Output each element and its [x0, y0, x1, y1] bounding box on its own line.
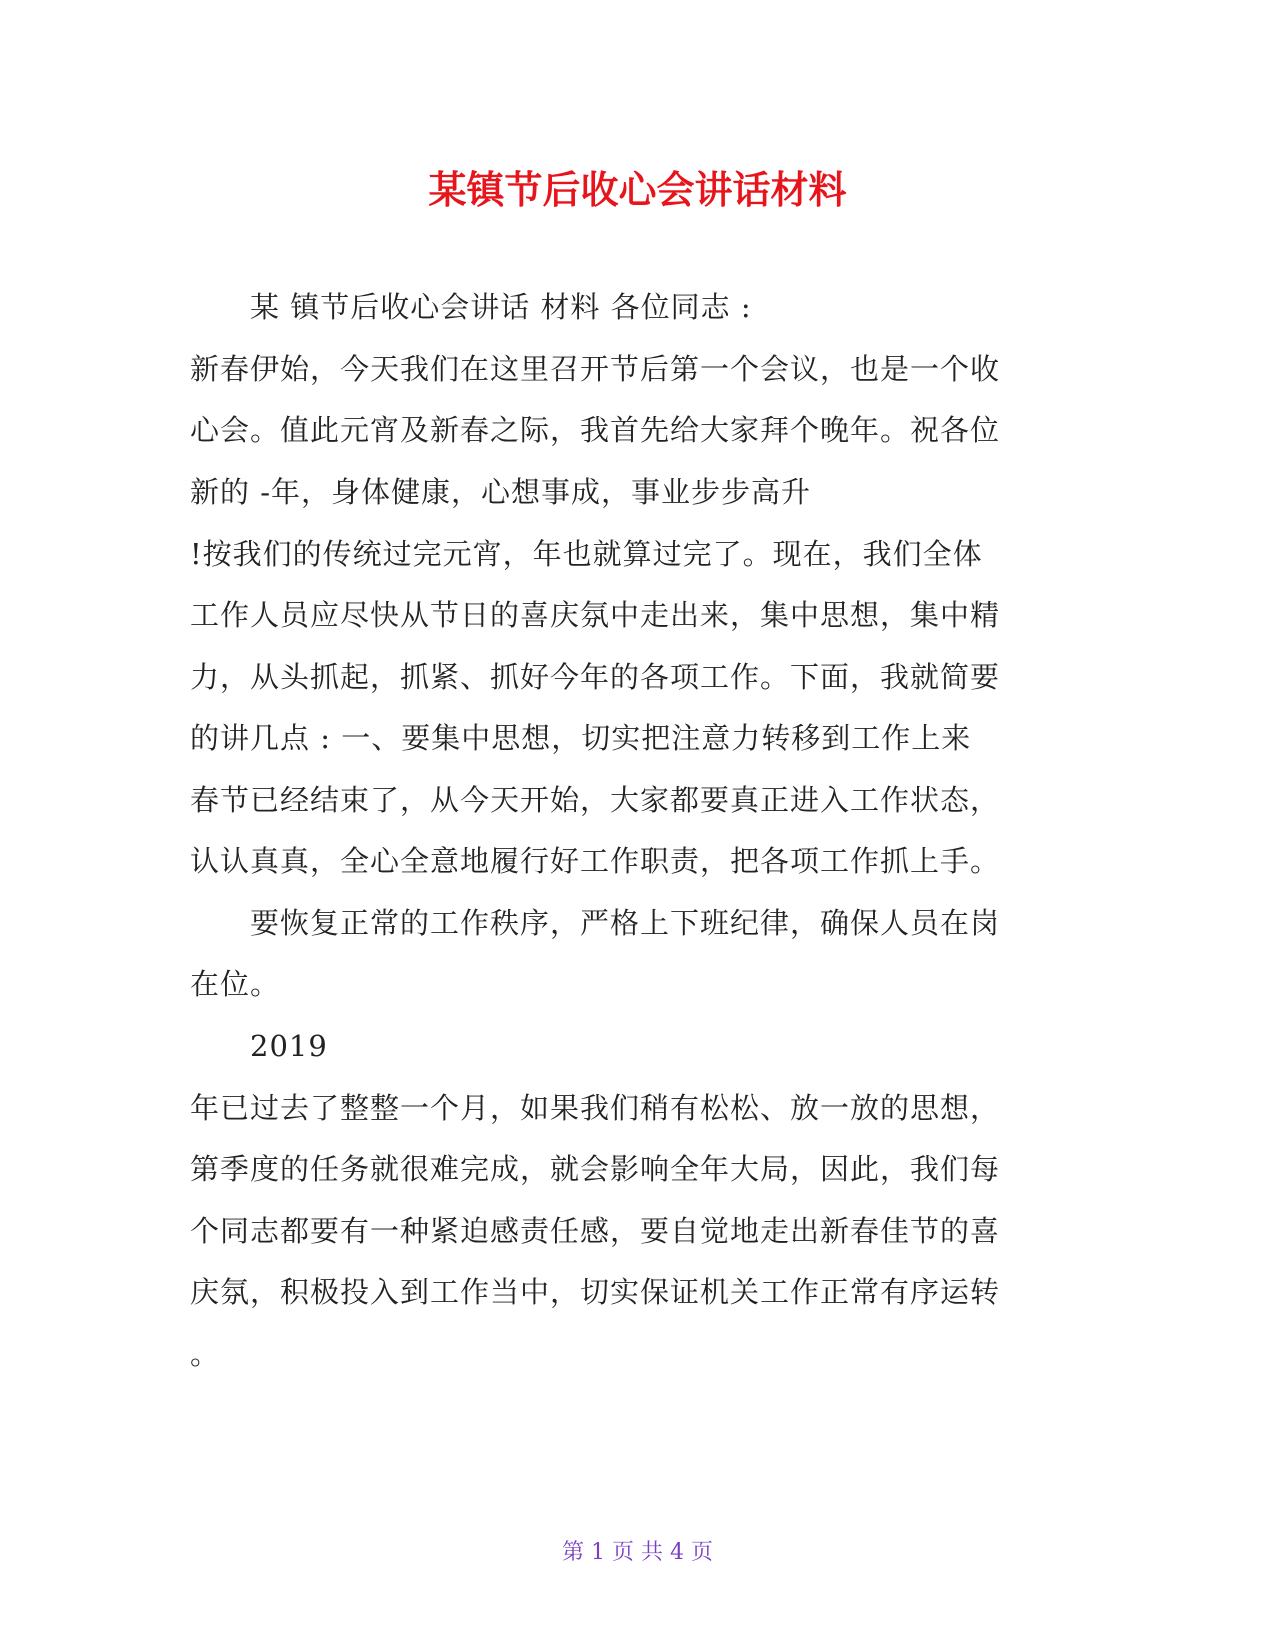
year-line: 2019 [250, 1029, 328, 1063]
body-line: 的讲几点 : 一、要集中思想，切实把注意力转移到工作上来 [190, 721, 972, 755]
document-title: 某镇节后收心会讲话材料 [428, 168, 847, 212]
body-line: 新春伊始，今天我们在这里召开节后第一个会议，也是一个收 [190, 352, 1001, 386]
body-line: 力，从头抓起，抓紧、抓好今年的各项工作。下面，我就简要 [190, 660, 1001, 694]
body-line: 要恢复正常的工作秩序，严格上下班纪律，确保人员在岗 [250, 906, 1001, 940]
page-number-footer: 第 1 页 共 4 页 [562, 1540, 713, 1565]
body-line: 个同志都要有一种紧迫感责任感，要自觉地走出新春佳节的喜 [190, 1214, 1001, 1248]
body-line: 第季度的任务就很难完成，就会影响全年大局，因此，我们每 [190, 1152, 1001, 1186]
body-line: 新的 -年，身体健康，心想事成，事业步步高升 [190, 475, 812, 509]
body-line: 年已过去了整整一个月，如果我们稍有松松、放一放的思想， [190, 1091, 1001, 1125]
body-line: 春节已经结束了，从今天开始，大家都要真正进入工作状态， [190, 783, 1001, 817]
body-line: 庆氛，积极投入到工作当中，切实保证机关工作正常有序运转 [190, 1275, 1001, 1309]
body-line: 在位。 [190, 967, 281, 1001]
body-line: !按我们的传统过完元宵，年也就算过完了。现在，我们全体 [190, 537, 983, 571]
body-line: 。 [190, 1337, 221, 1371]
body-line: 工作人员应尽快从节日的喜庆氛中走出来，集中思想，集中精 [190, 598, 1001, 632]
body-line: 心会。值此元宵及新春之际，我首先给大家拜个晚年。祝各位 [190, 413, 1001, 447]
body-line: 认认真真，全心全意地履行好工作职责，把各项工作抓上手。 [190, 844, 1001, 878]
salutation-line: 某 镇节后收心会讲话 材料 各位同志 : [250, 290, 752, 324]
